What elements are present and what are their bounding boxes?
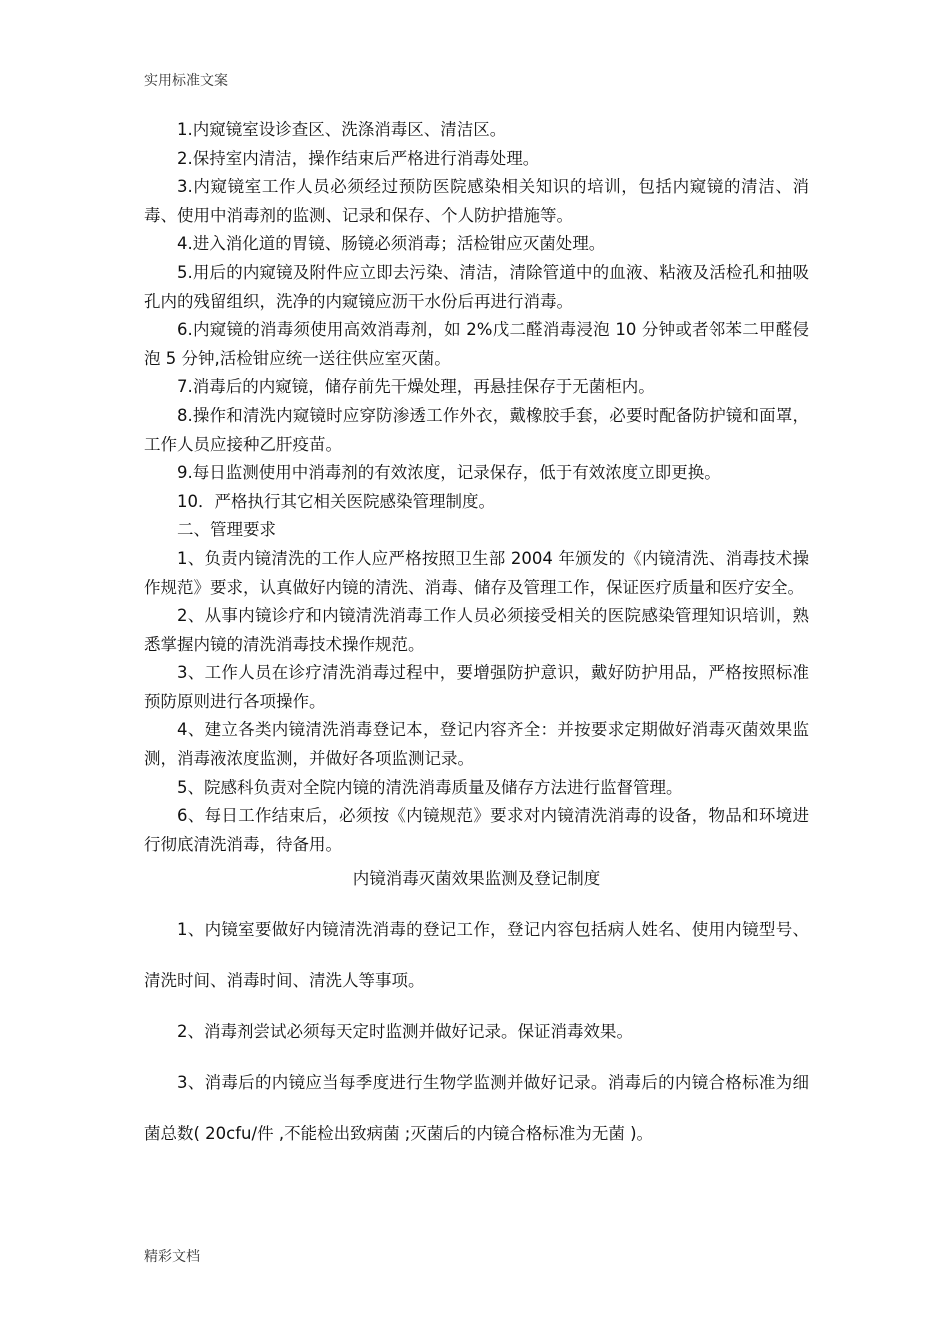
- paragraph: 9.每日监测使用中消毒剂的有效浓度，记录保存，低于有效浓度立即更换。: [177, 463, 721, 483]
- paragraph: 1、负责内镜清洗的工作人应严格按照卫生部 2004 年颁发的《内镜清洗、消毒技术操作规范》要求，认真做好内镜的清洗、消毒、储存及管理工作，保证医疗质量和医疗安全。: [144, 548, 809, 597]
- paragraph: 5、院感科负责对全院内镜的清洗消毒质量及储存方法进行监督管理。: [177, 777, 683, 797]
- paragraph: 5.用后的内窥镜及附件应立即去污染、清洁，清除管道中的血液、粘液及活检孔和抽吸孔内的残留组织，洗净的内窥镜应沥干水份后再进行消毒。: [144, 262, 809, 311]
- section-title: 内镜消毒灭菌效果监测及登记制度: [352, 869, 601, 889]
- page-footer: 精彩文档: [144, 1249, 200, 1265]
- paragraph: 2、消毒剂尝试必须每天定时监测并做好记录。保证消毒效果。: [177, 1022, 633, 1042]
- paragraph: 8.操作和清洗内窥镜时应穿防渗透工作外衣，戴橡胶手套，必要时配备防护镜和面罩，工作人员应接种乙肝疫苗。: [144, 405, 809, 454]
- section-heading: 二、管理要求: [177, 520, 276, 540]
- paragraph: 2、从事内镜诊疗和内镜清洗消毒工作人员必须接受相关的医院感染管理知识培训，熟悉掌握内镜的清洗消毒技术操作规范。: [144, 606, 809, 654]
- paragraph: 10．严格执行其它相关医院感染管理制度。: [177, 491, 495, 511]
- paragraph: 4、建立各类内镜清洗消毒登记本，登记内容齐全：并按要求定期做好消毒灭菌效果监测，消毒液浓度监测，并做好各项监测记录。: [144, 720, 809, 769]
- paragraph: 2.保持室内清洁，操作结束后严格进行消毒处理。: [177, 148, 540, 168]
- paragraph: 3、工作人员在诊疗清洗消毒过程中，要增强防护意识，戴好防护用品，严格按照标准预防原则进行各项操作。: [144, 663, 809, 711]
- paragraph: 6、每日工作结束后，必须按《内镜规范》要求对内镜清洗消毒的设备，物品和环境进行彻底清洗消毒，待备用。: [144, 806, 809, 854]
- paragraph: 7.消毒后的内窥镜，储存前先干燥处理，再悬挂保存于无菌柜内。: [177, 377, 655, 397]
- paragraph: 6.内窥镜的消毒须使用高效消毒剂，如 2%戊二醛消毒浸泡 10 分钟或者邻苯二甲醛侵泡 5 分钟,活检钳应统一送往供应室灭菌。: [144, 320, 809, 368]
- page-header: 实用标准文案: [144, 73, 228, 89]
- paragraph: 3.内窥镜室工作人员必须经过预防医院感染相关知识的培训，包括内窥镜的清洁、消毒、使用中消毒剂的监测、记录和保存、个人防护措施等。: [144, 177, 809, 225]
- paragraph: 1.内窥镜室设诊查区、洗涤消毒区、清洁区。: [177, 120, 507, 139]
- paragraph: 1、内镜室要做好内镜清洗消毒的登记工作，登记内容包括病人姓名、使用内镜型号、清洗时间、消毒时间、清洗人等事项。: [144, 920, 809, 991]
- paragraph: 4.进入消化道的胃镜、肠镜必须消毒；活检钳应灭菌处理。: [177, 234, 606, 254]
- paragraph: 3、消毒后的内镜应当每季度进行生物学监测并做好记录。消毒后的内镜合格标准为细菌总数( 20cfu/件 ,不能检出致病菌 ;灭菌后的内镜合格标准为无菌 )。: [144, 1073, 809, 1144]
- document-body: [144, 116, 809, 1159]
